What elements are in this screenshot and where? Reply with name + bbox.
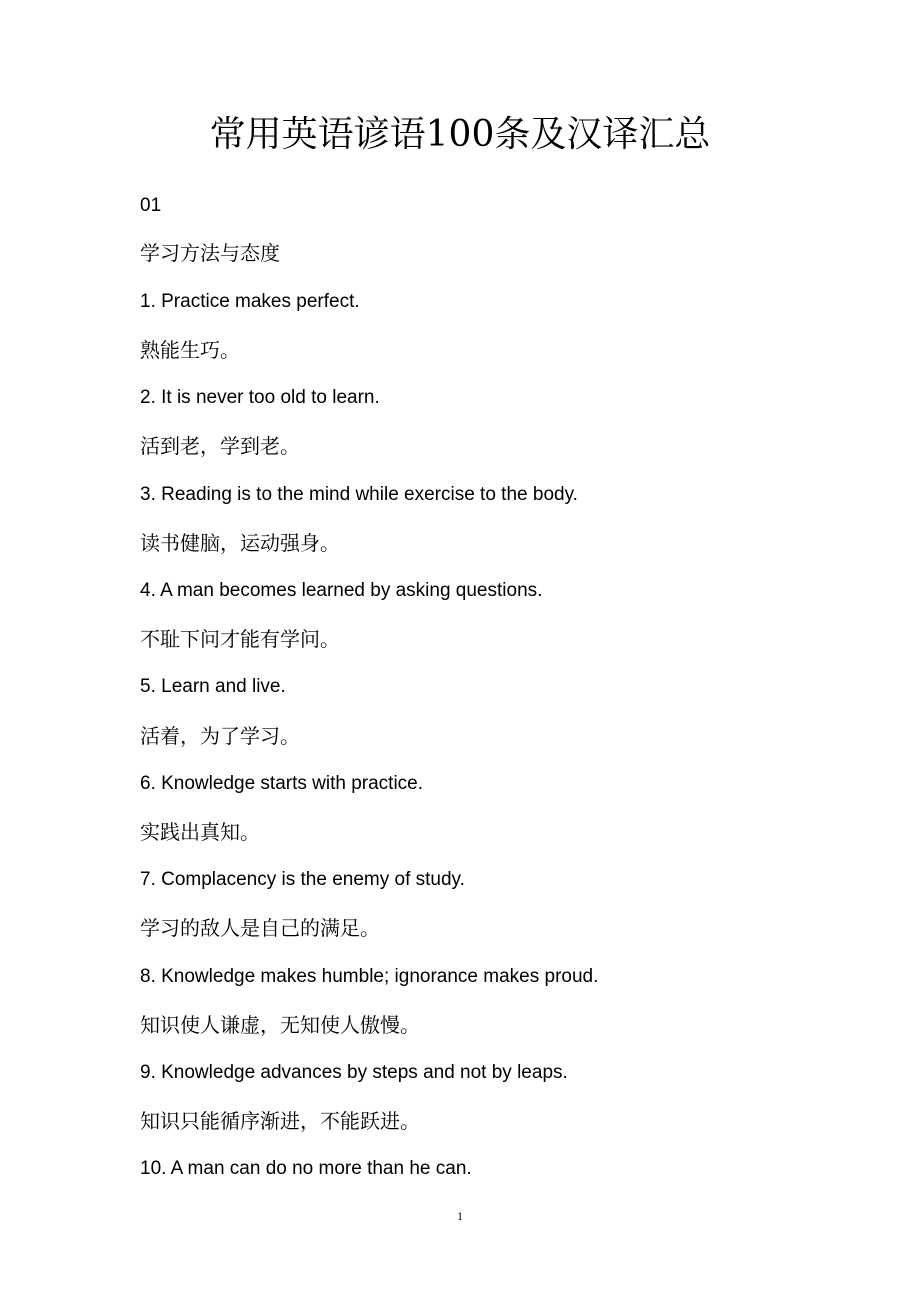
proverb-english: 8. Knowledge makes humble; ignorance makes proud. xyxy=(140,966,599,987)
section-heading: 学习方法与态度 xyxy=(140,241,280,265)
proverb-chinese: 不耻下问才能有学问。 xyxy=(140,627,340,651)
proverb-chinese: 读书健脑，运动强身。 xyxy=(140,531,340,555)
proverb-chinese: 熟能生巧。 xyxy=(140,338,240,362)
section-number: 01 xyxy=(140,195,162,216)
proverb-chinese: 学习的敌人是自己的满足。 xyxy=(140,916,380,940)
proverb-english: 1. Practice makes perfect. xyxy=(140,291,360,312)
proverb-english: 7. Complacency is the enemy of study. xyxy=(140,869,465,890)
proverb-english: 2. It is never too old to learn. xyxy=(140,387,380,408)
proverb-english: 6. Knowledge starts with practice. xyxy=(140,773,424,794)
proverb-chinese: 活到老，学到老。 xyxy=(140,434,300,458)
proverb-chinese: 实践出真知。 xyxy=(140,820,260,844)
document-title: 常用英语谚语100条及汉译汇总 xyxy=(209,114,711,155)
proverb-english: 5. Learn and live. xyxy=(140,676,286,697)
proverb-chinese: 活着，为了学习。 xyxy=(140,724,300,748)
proverb-english: 9. Knowledge advances by steps and not by leaps. xyxy=(140,1062,568,1083)
proverb-english: 10. A man can do no more than he can. xyxy=(140,1158,472,1179)
proverb-english: 3. Reading is to the mind while exercise to the body. xyxy=(140,484,578,505)
page-number: 1 xyxy=(457,1209,463,1223)
proverb-chinese: 知识使人谦虚，无知使人傲慢。 xyxy=(140,1013,420,1037)
proverb-english: 4. A man becomes learned by asking questions. xyxy=(140,580,543,601)
proverb-chinese: 知识只能循序渐进，不能跃进。 xyxy=(140,1109,420,1133)
